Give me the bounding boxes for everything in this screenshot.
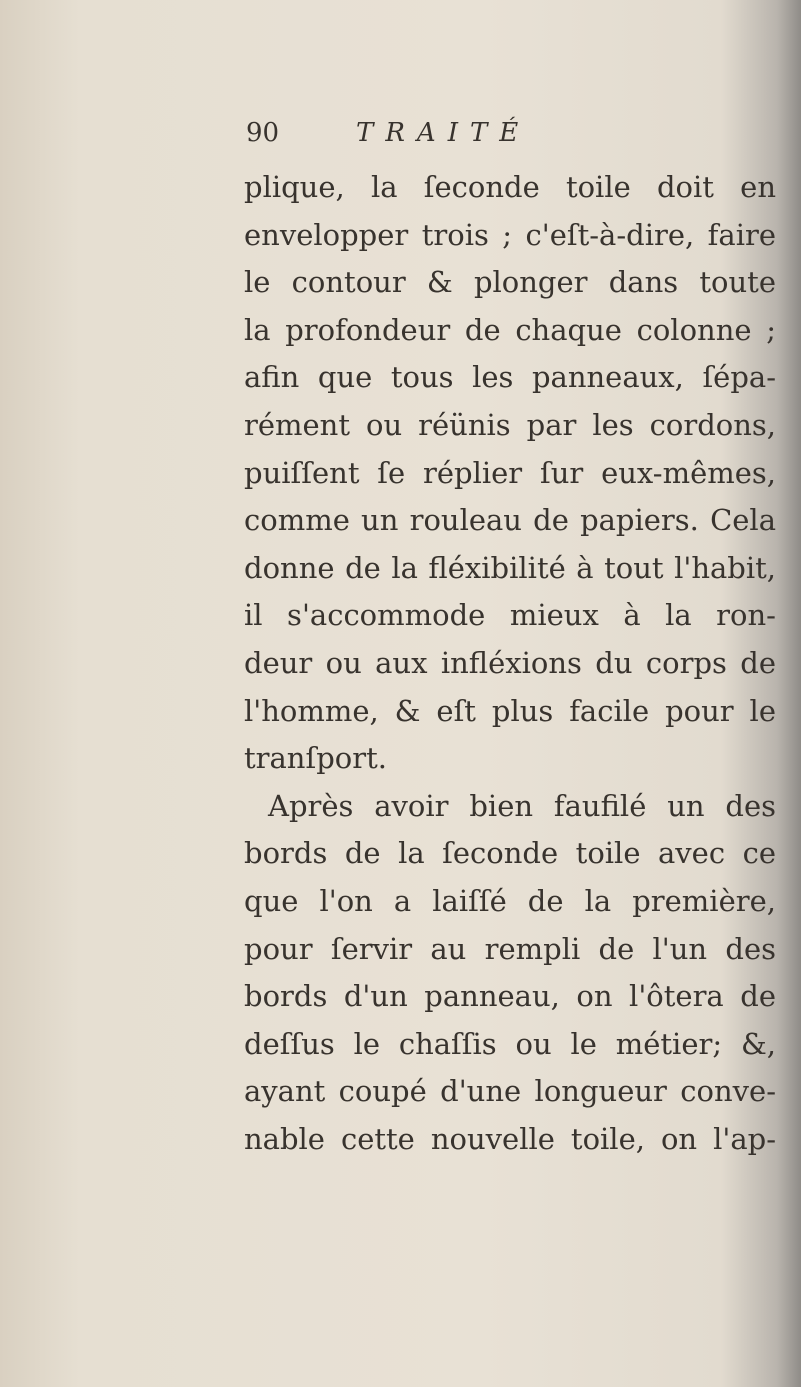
text-line: envelopper trois ; c'eſt-à-dire, faire [244,217,776,252]
page-number: 90 [246,118,280,148]
text-line: afin que tous les panneaux, ſépa- [244,360,776,395]
text-line: comme un rouleau de papiers. Cela [244,503,776,538]
text-line: plique, la ſeconde toile doit en [244,170,776,204]
text-line: la profondeur de chaque colonne ; [244,312,776,347]
text-line: bords de la ſeconde toile avec ce [244,836,776,871]
text-line: ayant coupé d'une longueur conve- [244,1074,776,1109]
text-line: tranſport. [244,741,387,776]
text-line: le contour & plonger dans toute [244,265,776,300]
page-header [244,118,776,158]
text-line: nable cette nouvelle toile, on l'ap- [244,1122,776,1156]
text-line: l'homme, & eſt plus facile pour le [244,693,776,728]
text-line: il s'accommode mieux à la ron- [244,598,776,633]
text-line: deſſus le chaſſis ou le métier; &, [244,1026,776,1061]
text-line: que l'on a laiſſé de la première, [244,884,776,918]
text-line: puiſſent ſe réplier ſur eux-mêmes, [244,455,776,490]
text-line: Après avoir bien faufilé un des [268,788,776,823]
text-line: rément ou réünis par les cordons, [244,408,776,442]
text-line: bords d'un panneau, on l'ôtera de [244,979,776,1014]
text-line: donne de la fléxibilité à tout l'habit, [244,550,776,585]
text-line: pour ſervir au rempli de l'un des [244,931,776,966]
running-title: TRAITÉ [356,118,531,148]
text-line: deur ou aux infléxions du corps de [244,646,776,680]
